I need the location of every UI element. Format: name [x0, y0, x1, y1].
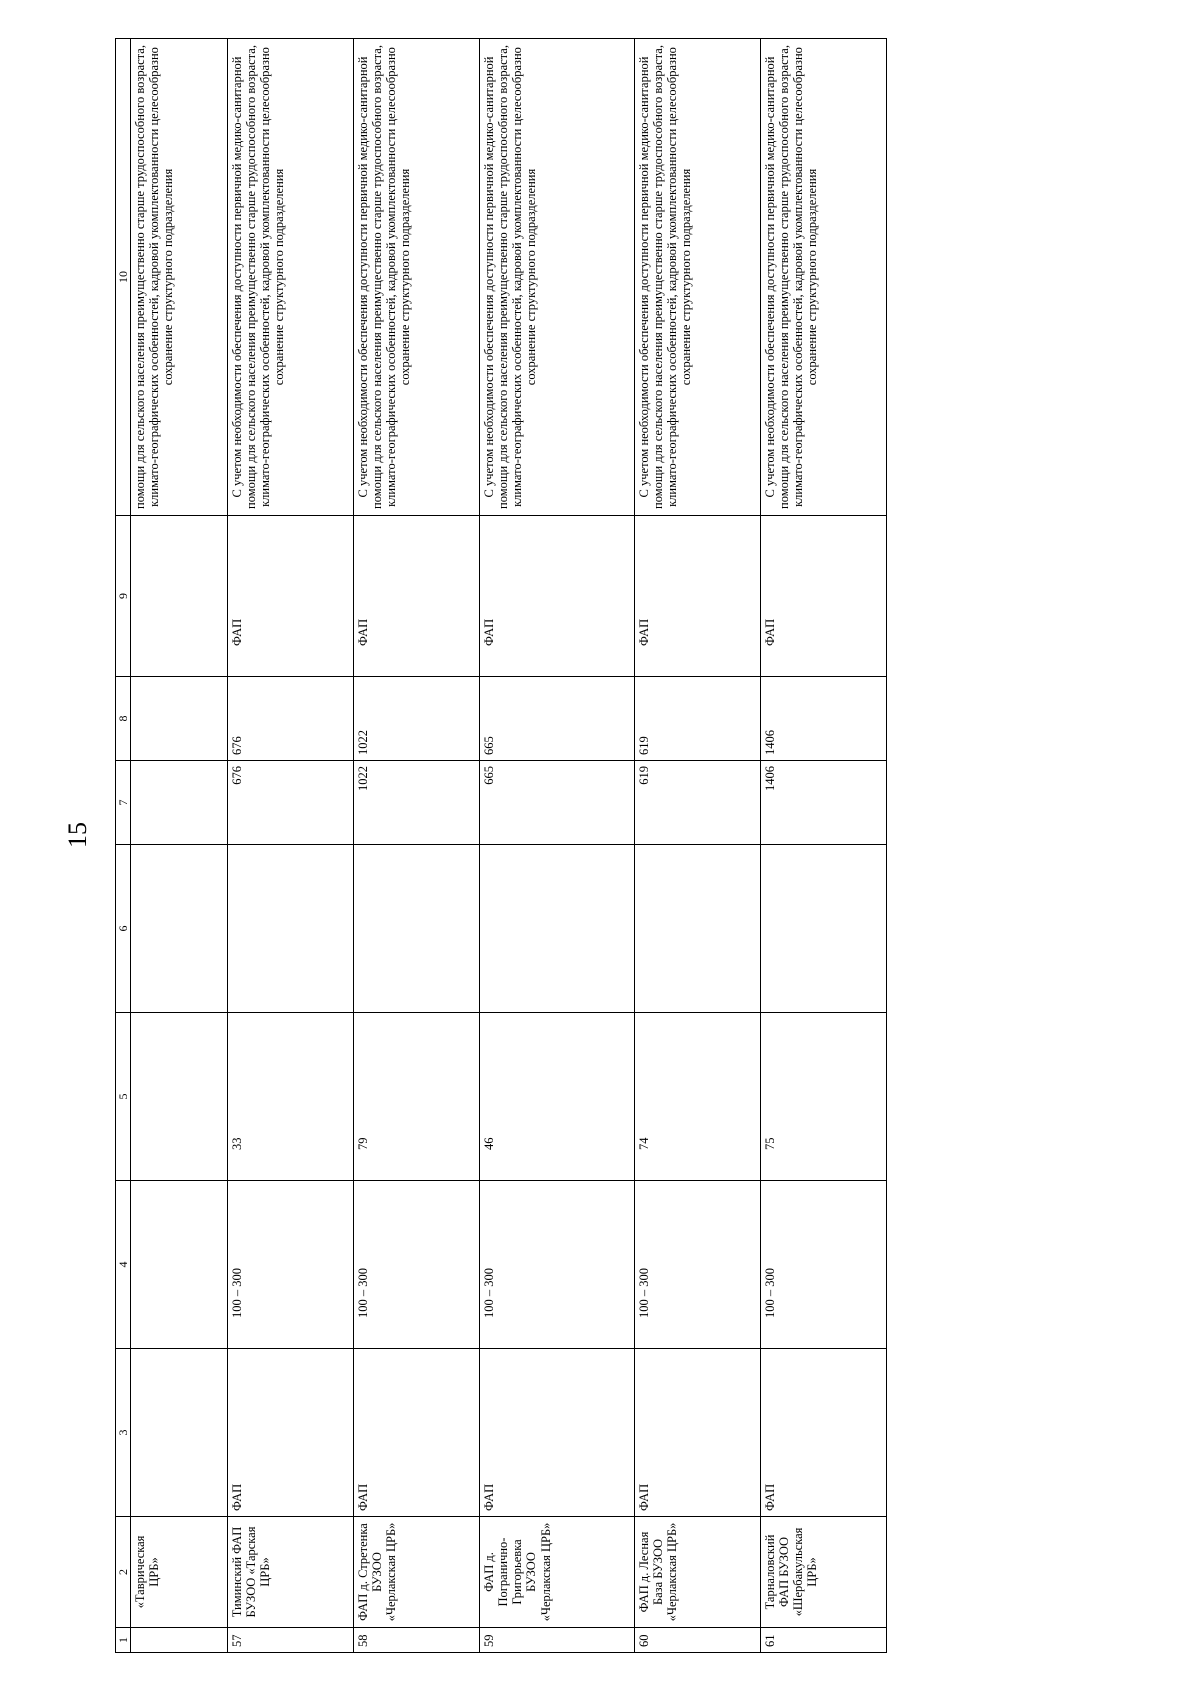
cell-col8: 1022 — [354, 677, 480, 761]
cell-col7: 665 — [480, 761, 635, 845]
column-header: 6 — [116, 845, 131, 1013]
facility-type: ФАП — [760, 1349, 886, 1517]
cell-col8: 619 — [634, 677, 760, 761]
facility-name: ФАП д. Лесная База БУЗОО «Черлакская ЦРБ» — [634, 1517, 760, 1628]
cell-col5: 33 — [228, 1013, 354, 1181]
cell-col9 — [131, 516, 228, 677]
cell-col8: 676 — [228, 677, 354, 761]
cell-col9: ФАП — [634, 516, 760, 677]
page-number: 15 — [63, 822, 92, 848]
facility-type: ФАП — [634, 1349, 760, 1517]
facility-name: ФАП д. Стретенка БУЗОО «Черлакская ЦРБ» — [354, 1517, 480, 1628]
facility-table — [115, 38, 887, 1653]
cell-col7: 619 — [634, 761, 760, 845]
cell-col5: 74 — [634, 1013, 760, 1181]
population-range — [131, 1181, 228, 1349]
facility-name: Тарналовский ФАП БУЗОО «Шербакульская ЦРБ» — [760, 1517, 886, 1628]
column-header: 3 — [116, 1349, 131, 1517]
column-header: 1 — [116, 1628, 131, 1653]
cell-col8: 665 — [480, 677, 635, 761]
facility-type: ФАП — [354, 1349, 480, 1517]
population-range: 100 – 300 — [354, 1181, 480, 1349]
cell-col5: 75 — [760, 1013, 886, 1181]
column-header: 10 — [116, 39, 131, 516]
justification-note: помощи для сельского населения преимущественно старше трудоспособного возраста, климато-географических особенностей, кадровой укомплектованности целесообразно сохранение структурного подразделения — [131, 39, 228, 516]
table-row — [354, 39, 480, 1653]
facility-type: ФАП — [480, 1349, 635, 1517]
justification-note: С учетом необходимости обеспечения доступности первичной медико-санитарной помощи для сельского населения преимущественно старше трудоспособного возраста, климато-географических особенностей, кадровой укомплектованности целесообразно сохранение структурного подразделения — [228, 39, 354, 516]
cell-col5: 79 — [354, 1013, 480, 1181]
justification-note: С учетом необходимости обеспечения доступности первичной медико-санитарной помощи для сельского населения преимущественно старше трудоспособного возраста, климато-географических особенностей, кадровой укомплектованности целесообразно сохранение структурного подразделения — [634, 39, 760, 516]
cell-col6 — [760, 845, 886, 1013]
facility-name: Тиминский ФАП БУЗОО «Тарская ЦРБ» — [228, 1517, 354, 1628]
justification-note: С учетом необходимости обеспечения доступности первичной медико-санитарной помощи для сельского населения преимущественно старше трудоспособного возраста, климато-географических особенностей, кадровой укомплектованности целесообразно сохранение структурного подразделения — [760, 39, 886, 516]
row-number: 60 — [634, 1628, 760, 1653]
justification-note: С учетом необходимости обеспечения доступности первичной медико-санитарной помощи для сельского населения преимущественно старше трудоспособного возраста, климато-географических особенностей, кадровой укомплектованности целесообразно сохранение структурного подразделения — [354, 39, 480, 516]
cell-col5 — [131, 1013, 228, 1181]
column-header: 5 — [116, 1013, 131, 1181]
column-header: 9 — [116, 516, 131, 677]
column-header: 2 — [116, 1517, 131, 1628]
table-row — [480, 39, 635, 1653]
table-row — [634, 39, 760, 1653]
cell-col9: ФАП — [228, 516, 354, 677]
table-row — [131, 39, 228, 1653]
table-row — [228, 39, 354, 1653]
rotated-table-container — [115, 40, 887, 1653]
population-range: 100 – 300 — [480, 1181, 635, 1349]
cell-col7: 676 — [228, 761, 354, 845]
cell-col8 — [131, 677, 228, 761]
column-header: 7 — [116, 761, 131, 845]
facility-name: «Таврическая ЦРБ» — [131, 1517, 228, 1628]
cell-col7 — [131, 761, 228, 845]
population-range: 100 – 300 — [634, 1181, 760, 1349]
row-number: 59 — [480, 1628, 635, 1653]
row-number: 58 — [354, 1628, 480, 1653]
cell-col7: 1022 — [354, 761, 480, 845]
cell-col6 — [354, 845, 480, 1013]
column-number-row — [116, 39, 131, 1653]
cell-col6 — [131, 845, 228, 1013]
row-number — [131, 1628, 228, 1653]
cell-col7: 1406 — [760, 761, 886, 845]
cell-col8: 1406 — [760, 677, 886, 761]
facility-type: ФАП — [228, 1349, 354, 1517]
column-header: 4 — [116, 1181, 131, 1349]
cell-col6 — [634, 845, 760, 1013]
facility-name: ФАП д. Погранично-Григорьевка БУЗОО «Черлакская ЦРБ» — [480, 1517, 635, 1628]
cell-col5: 46 — [480, 1013, 635, 1181]
row-number: 57 — [228, 1628, 354, 1653]
justification-note: С учетом необходимости обеспечения доступности первичной медико-санитарной помощи для сельского населения преимущественно старше трудоспособного возраста, климато-географических особенностей, кадровой укомплектованности целесообразно сохранение структурного подразделения — [480, 39, 635, 516]
population-range: 100 – 300 — [228, 1181, 354, 1349]
row-number: 61 — [760, 1628, 886, 1653]
rotated-table-frame — [115, 40, 887, 1653]
cell-col6 — [480, 845, 635, 1013]
cell-col9: ФАП — [760, 516, 886, 677]
cell-col9: ФАП — [354, 516, 480, 677]
cell-col6 — [228, 845, 354, 1013]
table-row — [760, 39, 886, 1653]
column-header: 8 — [116, 677, 131, 761]
facility-type — [131, 1349, 228, 1517]
cell-col9: ФАП — [480, 516, 635, 677]
population-range: 100 – 300 — [760, 1181, 886, 1349]
